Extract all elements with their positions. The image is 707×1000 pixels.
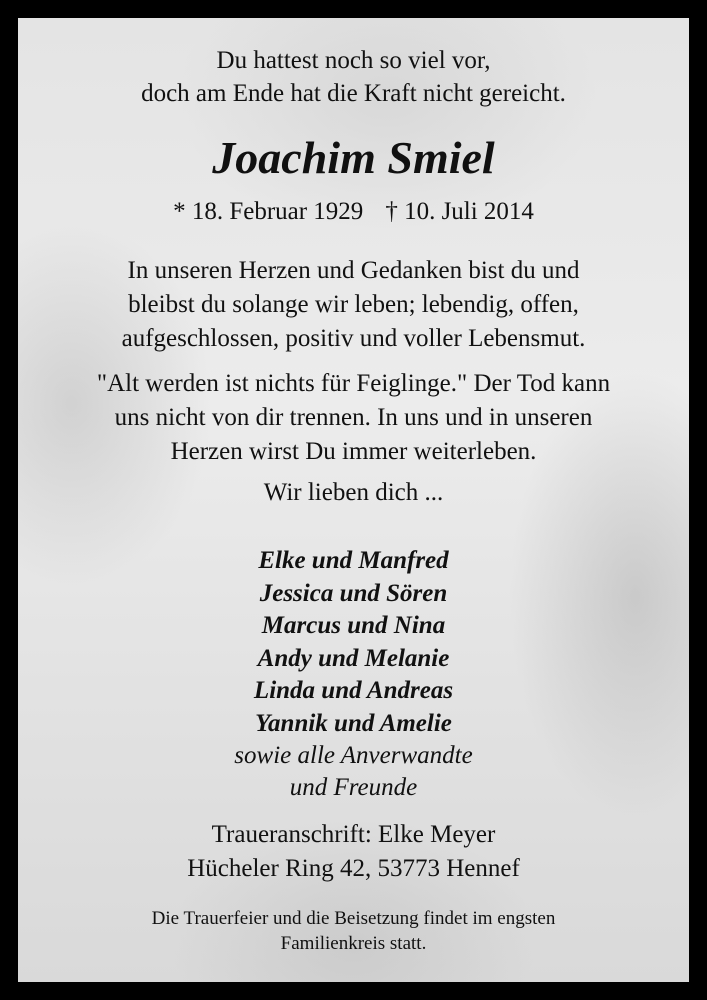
- opening-verse: [18, 44, 689, 110]
- opening-line: doch am Ende hat die Kraft nicht gereicht.: [141, 80, 566, 107]
- life-dates: [18, 196, 689, 228]
- quote-text: [18, 367, 689, 469]
- quote-line: uns nicht von dir trennen. In uns und in unseren: [114, 404, 593, 431]
- relatives-text: [18, 740, 689, 804]
- opening-line: Du hattest noch so viel vor,: [216, 47, 491, 74]
- mourner-name: Jessica und Sören: [259, 579, 448, 607]
- mourner-name: Andy und Melanie: [257, 644, 450, 672]
- tribute-line: In unseren Herzen und Gedanken bist du und: [127, 257, 580, 284]
- tribute-line: bleibst du solange wir leben; lebendig, offen,: [128, 291, 579, 318]
- love-line: Wir lieben dich ...: [263, 479, 444, 506]
- ceremony-note: [18, 906, 689, 956]
- relatives-line: sowie alle Anverwandte: [234, 742, 473, 769]
- deceased-name: Joachim Smiel: [212, 132, 495, 183]
- mourning-address: [18, 818, 689, 886]
- mourners-list: [18, 545, 689, 740]
- address-line: Hücheler Ring 42, 53773 Hennef: [187, 855, 520, 882]
- mourner-name: Yannik und Amelie: [255, 709, 452, 737]
- tribute-text: [18, 254, 689, 356]
- address-line: Traueranschrift: Elke Meyer: [211, 821, 496, 848]
- mourner-name: Linda und Andreas: [253, 677, 454, 704]
- mourner-name: Elke und Manfred: [258, 547, 449, 574]
- quote-line: Herzen wirst Du immer weiterleben.: [170, 438, 537, 465]
- death-date: † 10. Juli 2014: [385, 198, 534, 225]
- obituary-notice: [18, 18, 689, 982]
- mourner-name: Marcus und Nina: [261, 612, 446, 639]
- quote-line: "Alt werden ist nichts für Feiglinge." Der Tod kann: [96, 370, 611, 397]
- relatives-line: und Freunde: [289, 774, 418, 801]
- tribute-line: aufgeschlossen, positiv und voller Lebensmut.: [121, 325, 586, 352]
- birth-date: * 18. Februar 1929: [173, 198, 364, 225]
- ceremony-line: Die Trauerfeier und die Beisetzung findet im engsten: [151, 908, 556, 929]
- ceremony-line: Familienkreis statt.: [280, 933, 427, 954]
